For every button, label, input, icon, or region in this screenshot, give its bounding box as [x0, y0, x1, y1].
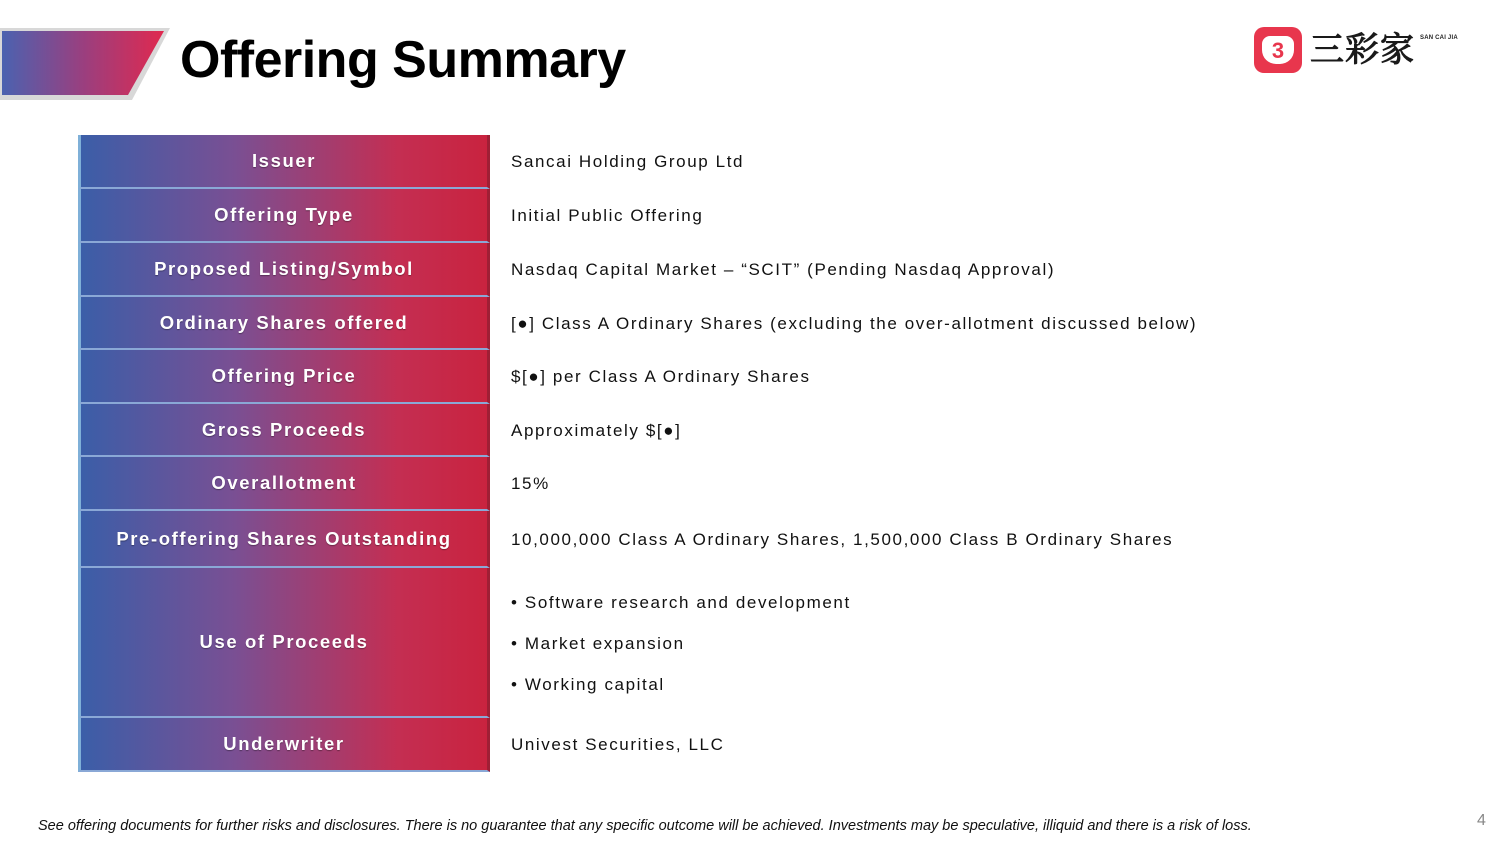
- row-label: Offering Type: [78, 189, 490, 243]
- row-label: Gross Proceeds: [78, 404, 490, 457]
- logo-subtitle: SAN CAI JIA: [1420, 35, 1458, 41]
- row-label: Use of Proceeds: [78, 568, 490, 718]
- row-value: Initial Public Offering: [511, 206, 704, 225]
- logo-badge-number: 3: [1262, 36, 1294, 64]
- row-label: Pre-offering Shares Outstanding: [78, 511, 490, 568]
- row-label: Underwriter: [78, 718, 490, 772]
- footer-disclaimer: See offering documents for further risks and disclosures. There is no guarantee that any specific outcome will be achieved. Investments may be speculative, illiquid and there is a risk of loss.: [38, 818, 1252, 834]
- table-row: [78, 350, 1378, 404]
- row-value: Nasdaq Capital Market – “SCIT” (Pending Nasdaq Approval): [511, 260, 1056, 279]
- row-value: Approximately $[●]: [511, 420, 682, 440]
- table-row: [78, 243, 1378, 297]
- row-label: Overallotment: [78, 457, 490, 511]
- row-label: Proposed Listing/Symbol: [78, 243, 490, 297]
- row-value: 15%: [511, 474, 550, 493]
- row-label: Offering Price: [78, 350, 490, 404]
- use-of-proceeds-list: [490, 568, 1378, 718]
- row-value: Sancai Holding Group Ltd: [511, 152, 745, 171]
- row-label: Ordinary Shares offered: [78, 297, 490, 350]
- row-value: 10,000,000 Class A Ordinary Shares, 1,500,000 Class B Ordinary Shares: [511, 529, 1174, 549]
- row-value: $[●] per Class A Ordinary Shares: [511, 367, 811, 386]
- table-row: [78, 189, 1378, 243]
- page-number: 4: [1477, 812, 1486, 829]
- table-row-use-of-proceeds: [78, 568, 1378, 718]
- row-label: Issuer: [78, 135, 490, 189]
- company-logo: [1254, 27, 1464, 75]
- table-row: [78, 297, 1378, 350]
- logo-badge-icon: [1254, 27, 1302, 73]
- table-row: [78, 135, 1378, 189]
- table-row: [78, 457, 1378, 511]
- list-item: • Market expansion: [511, 633, 685, 653]
- logo-name: 三彩家: [1310, 30, 1415, 70]
- header-banner-graphic: [0, 28, 172, 100]
- offering-summary-table: [78, 135, 1378, 772]
- table-row-underwriter: [78, 718, 1378, 772]
- row-value: [●] Class A Ordinary Shares (excluding the over-allotment discussed below): [511, 313, 1198, 333]
- page-title: Offering Summary: [180, 31, 626, 89]
- list-item: • Working capital: [511, 674, 665, 694]
- table-row: [78, 511, 1378, 568]
- table-row: [78, 404, 1378, 457]
- list-item: • Software research and development: [511, 592, 851, 612]
- row-value: Univest Securities, LLC: [511, 735, 725, 754]
